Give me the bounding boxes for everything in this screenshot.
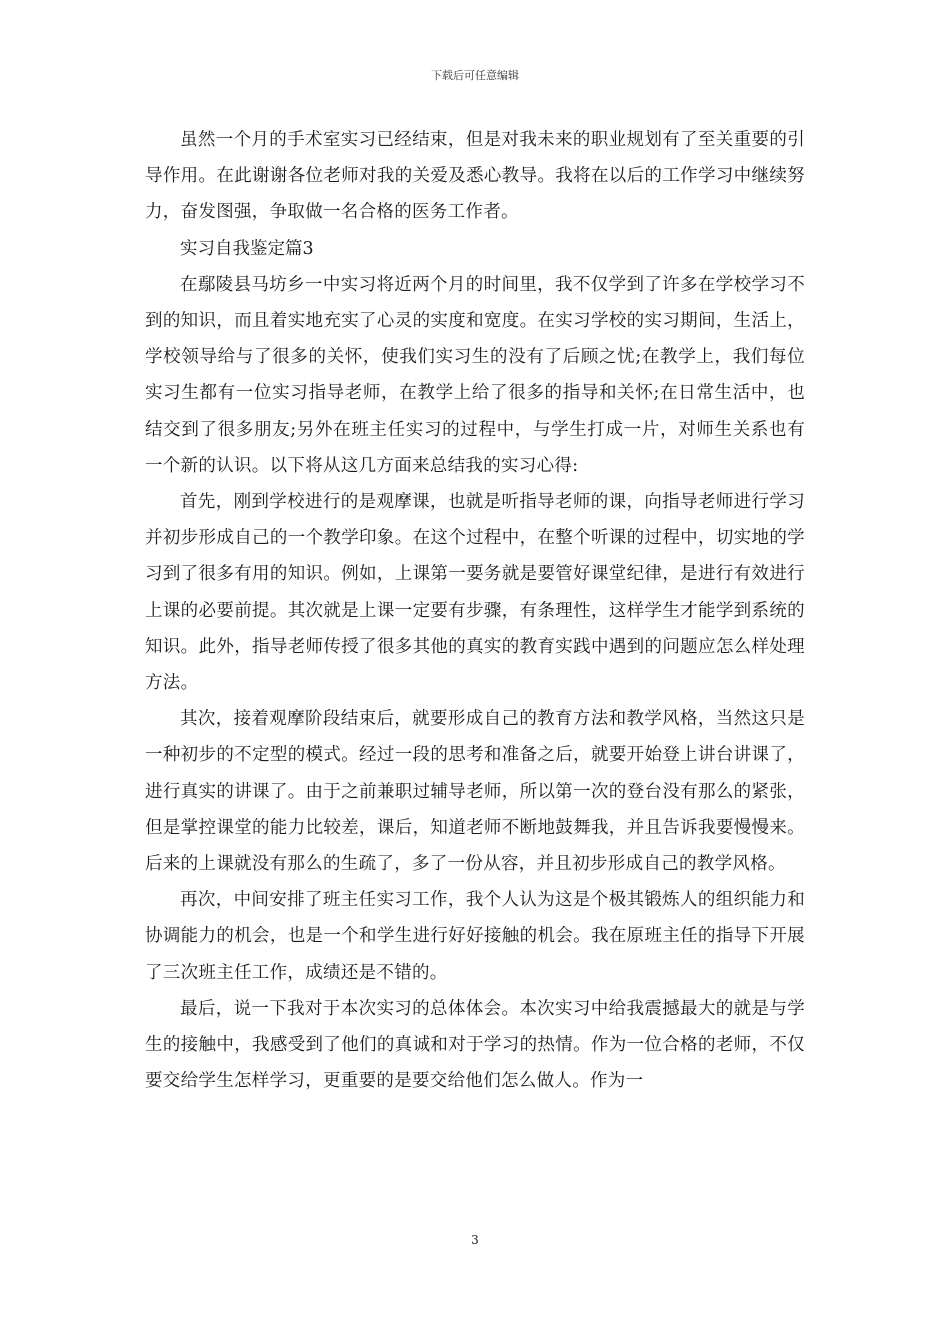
paragraph-second: 其次，接着观摩阶段结束后，就要形成自己的教育方法和教学风格，当然这只是一种初步的不定型的模式。经过一段的思考和准备之后，就要开始登上讲台讲课了，进行真实的讲课了。由于之前兼职过辅导老师，所以第一次的登台没有那么的紧张，但是掌控课堂的能力比较差，课后，知道老师不断地鼓舞我，并且告诉我要慢慢来。后来的上课就没有那么的生疏了，多了一份从容，并且初步形成自己的教学风格。 [145, 709, 805, 875]
header-note: 下载后可任意编辑 [431, 69, 519, 82]
paragraph-last: 最后，说一下我对于本次实习的总体体会。本次实习中给我震撼最大的就是与学生的接触中，我感受到了他们的真诚和对于学习的热情。作为一位合格的老师，不仅要交给学生怎样学习，更重要的是要交给他们怎么做人。作为一 [145, 998, 805, 1092]
paragraph-intro: 在鄢陵县马坊乡一中实习将近两个月的时间里，我不仅学到了许多在学校学习不到的知识，而且着实地充实了心灵的实度和宽度。在实习学校的实习期间，生活上，学校领导给与了很多的关怀，使我们实习生的没有了后顾之忧;在教学上，我们每位实习生都有一位实习指导老师，在教学上给了很多的指导和关怀;在日常生活中，也结交到了很多朋友;另外在班主任实习的过程中，与学生打成一片，对师生关系也有一个新的认识。以下将从这几方面来总结我的实习心得: [145, 274, 805, 476]
section-heading: 实习自我鉴定篇3 [180, 238, 314, 259]
paragraph-third: 再次，中间安排了班主任实习工作，我个人认为这是个极其锻炼人的组织能力和协调能力的机会，也是一个和学生进行好好接触的机会。我在原班主任的指导下开展了三次班主任工作，成绩还是不错的。 [145, 890, 805, 983]
paragraph-first: 首先，刚到学校进行的是观摩课，也就是听指导老师的课，向指导老师进行学习并初步形成自己的一个教学印象。在这个过程中，在整个听课的过程中，切实地的学习到了很多有用的知识。例如，上课第一要务就是要管好课堂纪律，是进行有效进行上课的必要前提。其次就是上课一定要有步骤，有条理性，这样学生才能学到系统的知识。此外，指导老师传授了很多其他的真实的教育实践中遇到的问题应怎么样处理方法。 [145, 492, 805, 694]
document-body [145, 122, 805, 1099]
page-number: 3 [471, 1233, 479, 1247]
paragraph-surgery-summary: 虽然一个月的手术室实习已经结束，但是对我未来的职业规划有了至关重要的引导作用。在此谢谢各位老师对我的关爱及悉心教导。我将在以后的工作学习中继续努力，奋发图强，争取做一名合格的医务工作者。 [145, 130, 805, 223]
